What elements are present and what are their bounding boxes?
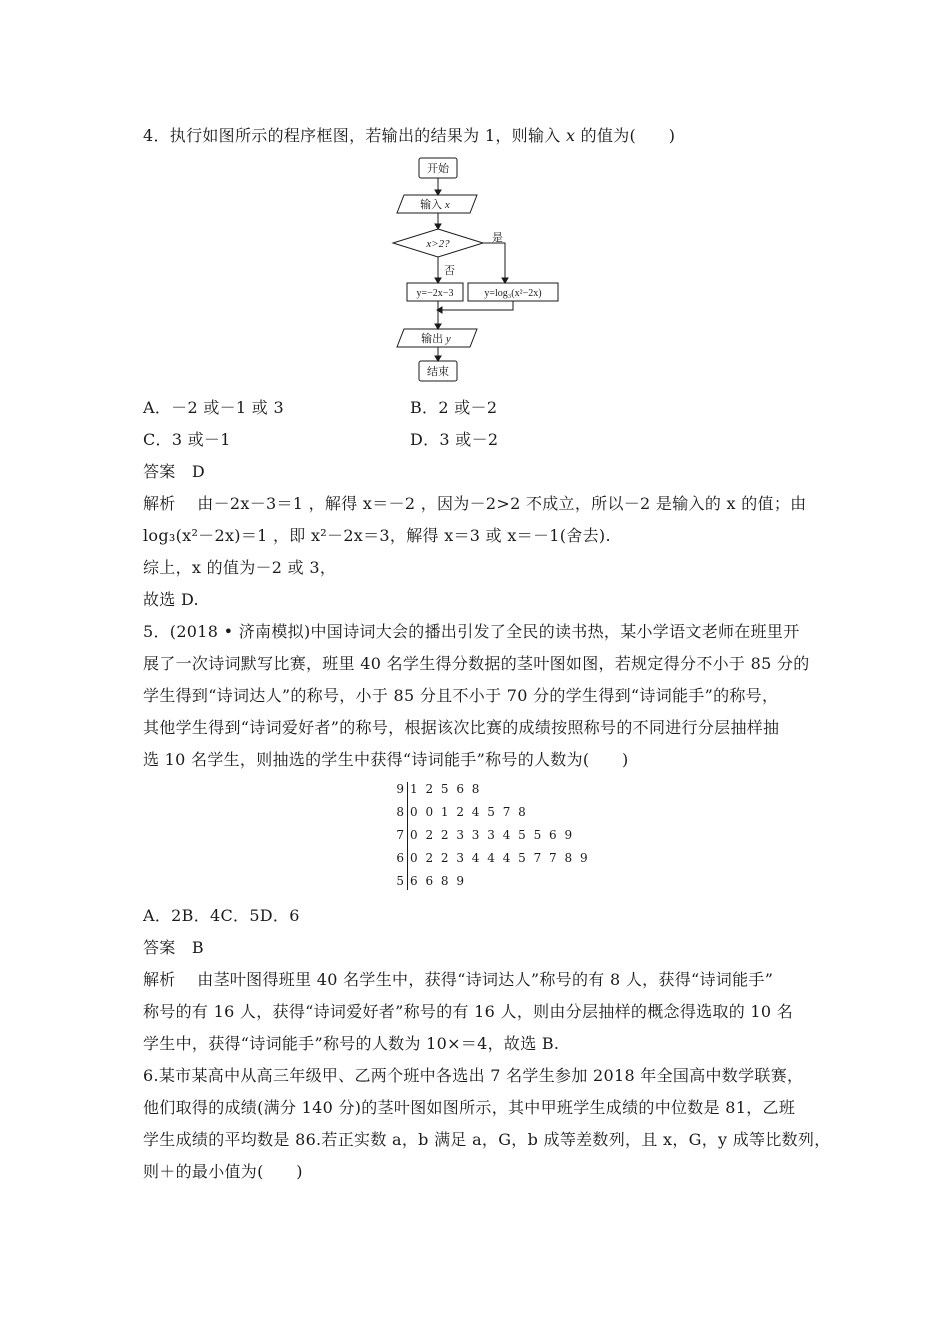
q4-option-c: C．3 或－1 [143,430,231,449]
stem-value: 6 [396,851,404,865]
leaf-values: 0 2 2 3 3 3 4 5 5 6 9 [410,828,575,842]
stem-leaf-row [390,870,590,893]
q5-stem-line: 学生得到“诗词达人”的称号，小于 85 分且不小于 70 分的学生得到“诗词能手”的称号， [143,686,779,705]
q4-analysis-line-4: 故选 D. [143,590,199,609]
q6-stem-line: 6.某市某高中从高三年级甲、乙两个班中各选出 7 名学生参加 2018 年全国高中数学联赛， [143,1066,804,1085]
flow-input-label: 输入 x [420,199,450,211]
flow-left-process-label: y=−2x−3 [416,288,454,299]
leaf-values: 0 2 2 3 4 4 4 5 7 7 8 9 [410,851,590,865]
q4-analysis-line-3: 综上，x 的值为－2 或 3， [143,558,337,577]
q5-stem-line: 5．(2018 • 济南模拟)中国诗词大会的播出引发了全民的读书热，某小学语文老师在班里开 [143,622,800,641]
stem-leaf-row [390,847,590,870]
stem-leaf-plot [390,778,590,893]
q5-stem-line: 其他学生得到“诗词爱好者”的称号，根据该次比赛的成绩按照称号的不同进行分层抽样抽 [143,718,780,737]
q5-analysis-line: 称号的有 16 人，获得“诗词爱好者”称号的有 16 人，则由分层抽样的概念得选取的 10 名 [143,1002,794,1021]
leaf-values: 1 2 5 6 8 [410,782,482,796]
q5-analysis-line: 解析 由茎叶图得班里 40 名学生中，获得“诗词达人”称号的有 8 人，获得“诗词能手” [143,970,774,989]
q4-stem: 4．执行如图所示的程序框图，若输出的结果为 1，则输入 x 的值为( ) [143,126,676,145]
flowchart [380,150,580,390]
q4-option-a: A．－2 或－1 或 3 [143,398,284,417]
q5-answer: 答案 B [143,938,204,957]
flow-decision-label: x>2? [426,238,450,250]
leaf-values: 6 6 8 9 [410,874,466,888]
stem-leaf-row [390,778,590,801]
q5-stem-line: 选 10 名学生，则抽选的学生中获得“诗词能手”称号的人数为( ) [143,750,629,769]
q4-analysis-line-1: 解析 由－2x－3＝1 ，解得 x＝－2 ，因为－2>2 不成立，所以－2 是输入的 x 的值；由 [143,494,807,513]
stem-value: 5 [396,874,404,888]
q4-option-d: D．3 或－2 [410,430,499,449]
stem-value: 9 [396,782,404,796]
q6-stem-line: 学生成绩的平均数是 86.若正实数 a，b 满足 a，G，b 成等差数列，且 x，G，y 成等比数列， [143,1130,831,1149]
q6-stem-line: 他们取得的成绩(满分 140 分)的茎叶图如图所示，其中甲班学生成绩的中位数是 81，乙班 [143,1098,796,1117]
q5-stem-line: 展了一次诗词默写比赛，班里 40 名学生得分数据的茎叶图如图，若规定得分不小于 85 分的 [143,654,810,673]
flow-right-process-label: y=log₃(x²−2x) [484,288,542,299]
stem-value: 8 [396,805,404,819]
flow-end-label: 结束 [427,366,449,378]
q5-analysis-line: 学生中，获得“诗词能手”称号的人数为 10×＝4，故选 B. [143,1034,560,1053]
q5-options: A．2B．4C．5D．6 [143,906,300,925]
q4-answer: 答案 D [143,462,206,481]
q6-stem-line: 则＋的最小值为( ) [143,1162,303,1181]
stem-leaf-row [390,801,590,824]
stem-leaf-row [390,824,590,847]
q4-analysis-line-2: log₃(x²－2x)＝1 ，即 x²－2x＝3，解得 x＝3 或 x＝－1(舍去). [143,526,611,545]
flow-yes-label: 是 [492,232,503,244]
flow-no-label: 否 [444,265,455,277]
flow-output-label: 输出 y [421,333,451,345]
leaf-values: 0 0 1 2 4 5 7 8 [410,805,528,819]
stem-value: 7 [396,828,404,842]
q4-option-b: B．2 或－2 [410,398,498,417]
flow-start-label: 开始 [427,163,449,175]
